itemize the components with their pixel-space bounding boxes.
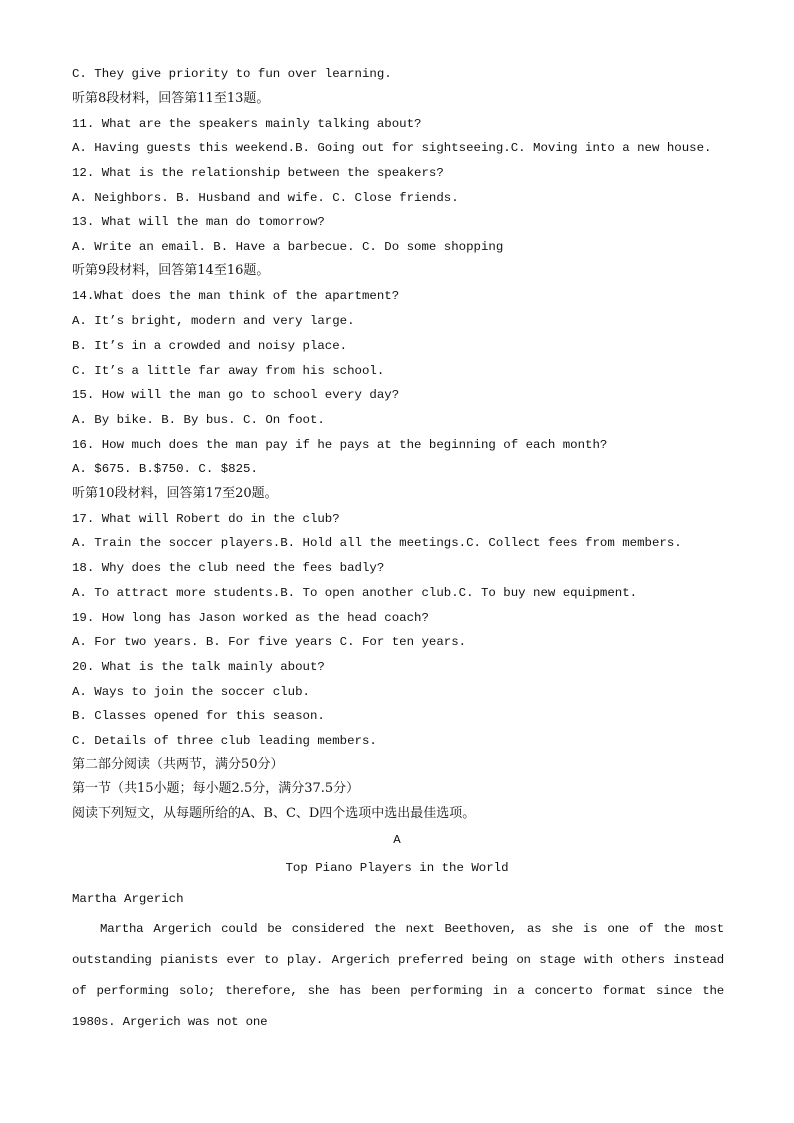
question: 12. What is the relationship between the speakers? bbox=[72, 166, 444, 180]
part-heading: 第二部分阅读（共两节，满分50分） bbox=[72, 757, 284, 772]
answer-options: A. By bike. B. By bus. C. On foot. bbox=[72, 413, 325, 427]
answer-option: C. They give priority to fun over learning. bbox=[72, 67, 392, 81]
question: 15. How will the man go to school every day? bbox=[72, 388, 400, 402]
article-paragraph: Martha Argerich could be considered the next Beethoven, as she is one of the most outstanding pianists ever to play. Argerich preferred being on stage with others instead of performing solo; therefore, she has been performing in a concerto format since the 1980s. Argerich was not one bbox=[72, 922, 724, 1029]
question: 19. How long has Jason worked as the head coach? bbox=[72, 611, 429, 625]
answer-option: A. Ways to join the soccer club. bbox=[72, 685, 310, 699]
section-heading: 第一节（共15小题；每小题2.5分，满分37.5分） bbox=[72, 781, 360, 796]
answer-options: A. Neighbors. B. Husband and wife. C. Close friends. bbox=[72, 191, 459, 205]
question: 18. Why does the club need the fees badly? bbox=[72, 561, 385, 575]
reading-instruction: 阅读下列短文，从每题所给的A、B、C、D四个选项中选出最佳选项。 bbox=[72, 806, 476, 821]
answer-option: A. It’s bright, modern and very large. bbox=[72, 314, 355, 328]
answer-options: A. Having guests this weekend.B. Going out for sightseeing.C. Moving into a new house. bbox=[72, 141, 712, 155]
answer-option: C. It’s a little far away from his school. bbox=[72, 364, 385, 378]
section-instruction: 听第8段材料，回答第11至13题。 bbox=[72, 91, 270, 106]
section-letter: A bbox=[393, 833, 401, 847]
answer-options: A. For two years. B. For five years C. For ten years. bbox=[72, 635, 467, 649]
answer-option: B. Classes opened for this season. bbox=[72, 709, 325, 723]
answer-option: C. Details of three club leading members. bbox=[72, 734, 377, 748]
answer-options: A. Write an email. B. Have a barbecue. C. Do some shopping bbox=[72, 240, 504, 254]
article-subheading: Martha Argerich bbox=[72, 892, 184, 906]
answer-option: B. It’s in a crowded and noisy place. bbox=[72, 339, 348, 353]
section-instruction: 听第10段材料，回答第17至20题。 bbox=[72, 486, 278, 501]
question: 16. How much does the man pay if he pays at the beginning of each month? bbox=[72, 438, 608, 452]
question: 20. What is the talk mainly about? bbox=[72, 660, 325, 674]
question: 11. What are the speakers mainly talking about? bbox=[72, 117, 422, 131]
answer-options: A. Train the soccer players.B. Hold all the meetings.C. Collect fees from members. bbox=[72, 536, 682, 550]
question: 13. What will the man do tomorrow? bbox=[72, 215, 325, 229]
section-instruction: 听第9段材料，回答第14至16题。 bbox=[72, 263, 270, 278]
question: 14.What does the man think of the apartment? bbox=[72, 289, 400, 303]
answer-options: A. To attract more students.B. To open another club.C. To buy new equipment. bbox=[72, 586, 638, 600]
answer-options: A. $675. B.$750. C. $825. bbox=[72, 462, 258, 476]
article-title: Top Piano Players in the World bbox=[285, 861, 509, 875]
question: 17. What will Robert do in the club? bbox=[72, 512, 340, 526]
